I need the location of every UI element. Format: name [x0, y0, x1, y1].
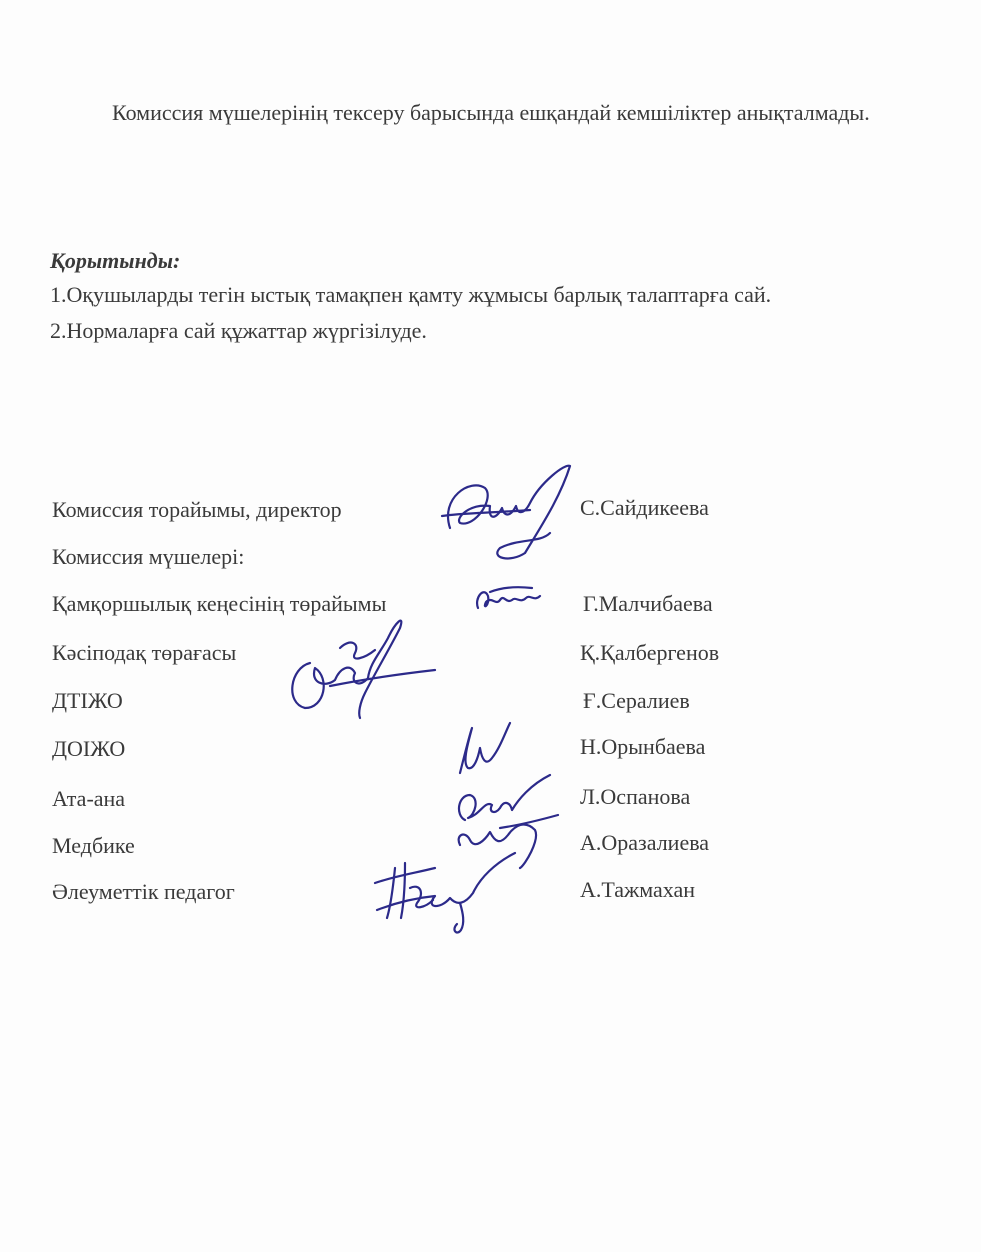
signature-member — [450, 718, 520, 778]
signature-member — [365, 848, 525, 938]
member-name: Г.Малчибаева — [583, 591, 713, 616]
chair-role: Комиссия торайымы, директор — [52, 497, 342, 522]
conclusion-item: 1.Оқушыларды тегін ыстық тамақпен қамту жұмысы барлық талаптарға сай. — [50, 282, 772, 307]
member-role: Әлеуметтік педагог — [52, 879, 235, 904]
member-role: ДТІЖО — [52, 688, 123, 713]
body-paragraph: Комиссия мүшелерінің тексеру барысында ешқандай кемшіліктер анықталмады. — [112, 100, 870, 125]
signature-member — [280, 608, 440, 718]
signature-member — [470, 578, 550, 618]
member-name: А.Оразалиева — [580, 830, 710, 855]
member-name: А.Тажмахан — [580, 877, 696, 902]
member-name: Н.Орынбаева — [580, 734, 706, 759]
conclusion-item: 2.Нормаларға сай құжаттар жүргізілуде. — [50, 318, 427, 343]
members-label: Комиссия мүшелері: — [52, 544, 245, 569]
conclusion-title: Қорытынды: — [50, 248, 181, 273]
member-name: Қ.Қалбергенов — [580, 640, 720, 665]
signature-chair — [430, 458, 580, 568]
member-role: Ата-ана — [52, 786, 126, 811]
member-role: Кәсіподақ төрағасы — [52, 640, 237, 665]
member-name: Ғ.Сералиев — [583, 688, 690, 713]
member-name: Л.Оспанова — [580, 784, 691, 809]
chair-name: С.Сайдикеева — [580, 495, 709, 520]
member-role: Қамқоршылық кеңесінің төрайымы — [52, 591, 387, 616]
member-role: ДОІЖО — [52, 736, 126, 761]
member-role: Медбике — [52, 833, 135, 858]
